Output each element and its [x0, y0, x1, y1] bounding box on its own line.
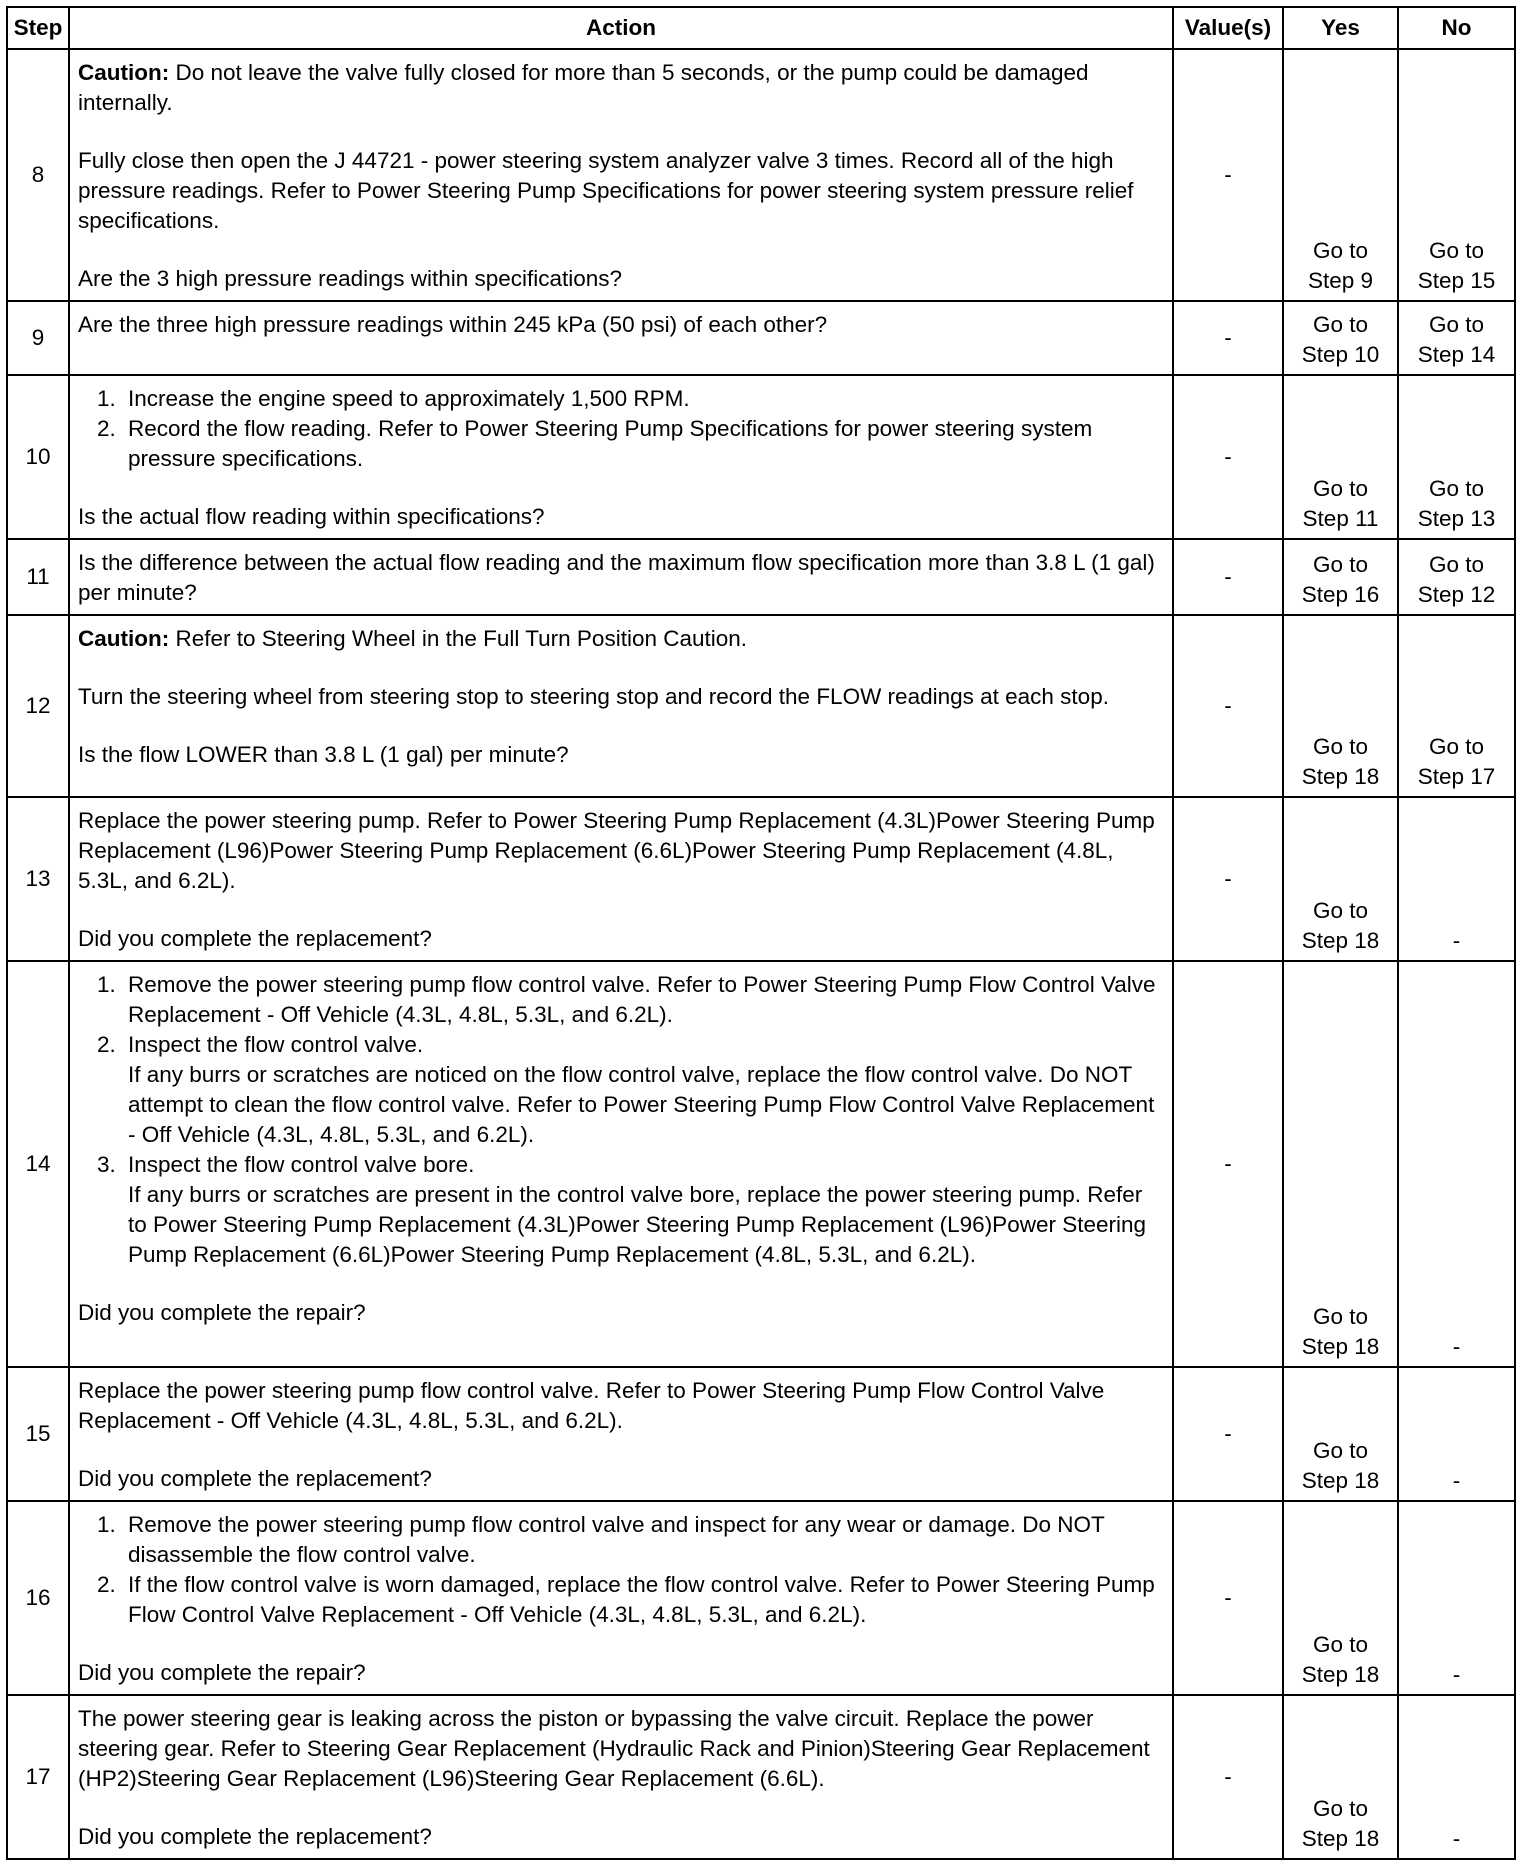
step-number: 14: [7, 961, 69, 1367]
action-cell: [69, 797, 1173, 961]
caution-text: Refer to Steering Wheel in the Full Turn Position Caution.: [169, 626, 748, 651]
caution-note: [78, 58, 1166, 118]
procedure-subtext: If any burrs or scratches are present in the control valve bore, replace the power steering pump. Refer to Power Steering Pump Replacement (4.3L)Power Steering Pump Replacement (L96)Power Steering Pump Replacement (6.6L)Power Steering Pump Replacement (4.8L, 5.3L, and 6.2L).: [128, 1182, 1147, 1267]
no-cell: -: [1398, 1695, 1515, 1859]
table-row: [7, 1695, 1515, 1859]
yes-line: Go to: [1312, 238, 1369, 263]
action-paragraph: The power steering gear is leaking across the piston or bypassing the valve circuit. Replace the power steering gear. Refer to Steering Gear Replacement (Hydraulic Rack and Pinion)Steering Gear Replacement (HP2)Steering Gear Replacement (L96)Steering Gear Replacement (6.6L).: [78, 1706, 1150, 1791]
action-cell: [69, 615, 1173, 797]
procedure-text: Remove the power steering pump flow control valve. Refer to Power Steering Pump Flow Control Valve Replacement - Off Vehicle (4.3L, 4.8L, 5.3L, and 6.2L).: [128, 972, 1156, 1027]
action-question: Did you complete the repair?: [78, 1660, 366, 1685]
no-cell: -: [1398, 1501, 1515, 1695]
value-cell: -: [1173, 615, 1283, 797]
action-paragraph: Replace the power steering pump flow control valve. Refer to Power Steering Pump Flow Control Valve Replacement - Off Vehicle (4.3L, 4.8L, 5.3L, and 6.2L).: [78, 1378, 1105, 1433]
procedure-subtext: If any burrs or scratches are noticed on the flow control valve, replace the flow control valve. Do NOT attempt to clean the flow control valve. Refer to Power Steering Pump Flow Control Valve Replacement - Off Vehicle (4.3L, 4.8L, 5.3L, and 6.2L).: [128, 1062, 1155, 1147]
action-question: Is the difference between the actual flow reading and the maximum flow specification more than 3.8 L (1 gal) per minute?: [78, 550, 1155, 605]
yes-link[interactable]: [1283, 797, 1398, 961]
table-row: [7, 961, 1515, 1367]
table-row: [7, 1367, 1515, 1501]
caution-text: Do not leave the valve fully closed for more than 5 seconds, or the pump could be damaged internally.: [78, 60, 1089, 115]
step-number: 13: [7, 797, 69, 961]
table-row: [7, 1501, 1515, 1695]
caution-note: [78, 624, 1166, 654]
no-line: Go to: [1428, 312, 1485, 337]
value-cell: -: [1173, 1501, 1283, 1695]
value-cell: -: [1173, 375, 1283, 539]
yes-step: Step 18: [1301, 1662, 1380, 1687]
value-cell: -: [1173, 797, 1283, 961]
action-cell: [69, 375, 1173, 539]
step-number: 11: [7, 539, 69, 615]
yes-link[interactable]: [1283, 539, 1398, 615]
yes-step: Step 10: [1301, 342, 1380, 367]
procedure-item: [122, 1150, 1166, 1270]
no-line: Go to: [1428, 476, 1485, 501]
yes-step: Step 16: [1301, 582, 1380, 607]
diagnostic-table: [6, 6, 1516, 1860]
yes-link[interactable]: [1283, 961, 1398, 1367]
step-number: 15: [7, 1367, 69, 1501]
action-cell: [69, 961, 1173, 1367]
yes-line: Go to: [1312, 734, 1369, 759]
header-no: No: [1398, 7, 1515, 49]
procedure-text: 3. Inspect the flow control valve bore.: [128, 1152, 475, 1177]
no-line: Go to: [1428, 552, 1485, 577]
yes-link[interactable]: [1283, 615, 1398, 797]
no-line: Go to: [1428, 238, 1485, 263]
step-number: 9: [7, 301, 69, 375]
action-cell: [69, 49, 1173, 301]
no-cell: -: [1398, 1367, 1515, 1501]
no-link[interactable]: [1398, 49, 1515, 301]
header-step: Step: [7, 7, 69, 49]
header-action: Action: [69, 7, 1173, 49]
action-question: Did you complete the replacement?: [78, 1824, 432, 1849]
header-yes: Yes: [1283, 7, 1398, 49]
action-question: Did you complete the repair?: [78, 1300, 366, 1325]
yes-step: Step 9: [1307, 268, 1374, 293]
header-row: [7, 7, 1515, 49]
no-step: Step 12: [1417, 582, 1496, 607]
step-number: 10: [7, 375, 69, 539]
action-question: Did you complete the replacement?: [78, 926, 432, 951]
no-step: Step 15: [1417, 268, 1496, 293]
yes-link[interactable]: [1283, 1367, 1398, 1501]
procedure-list: [78, 970, 1166, 1270]
procedure-item: 2. If the flow control valve is worn damaged, replace the flow control valve. Refer to Power Steering Pump Flow Control Valve Replacement - Off Vehicle (4.3L, 4.8L, 5.3L, and 6.2L).: [122, 1570, 1166, 1630]
no-cell: -: [1398, 797, 1515, 961]
yes-link[interactable]: [1283, 375, 1398, 539]
yes-step: Step 18: [1301, 1468, 1380, 1493]
no-cell: -: [1398, 961, 1515, 1367]
table-row: [7, 301, 1515, 375]
table-row: [7, 539, 1515, 615]
yes-line: Go to: [1312, 476, 1369, 501]
table-row: [7, 375, 1515, 539]
procedure-item: 2. Record the flow reading. Refer to Power Steering Pump Specifications for power steering system pressure specifications.: [122, 414, 1166, 474]
yes-step: Step 18: [1301, 1334, 1380, 1359]
action-paragraph: Replace the power steering pump. Refer to Power Steering Pump Replacement (4.3L)Power Steering Pump Replacement (L96)Power Steering Pump Replacement (6.6L)Power Steering Pump Replacement (4.8L, 5.3L, and 6.2L).: [78, 808, 1155, 893]
yes-line: Go to: [1312, 1438, 1369, 1463]
value-cell: -: [1173, 301, 1283, 375]
no-line: Go to: [1428, 734, 1485, 759]
value-cell: -: [1173, 1695, 1283, 1859]
no-link[interactable]: [1398, 301, 1515, 375]
procedure-item: 1. Increase the engine speed to approximately 1,500 RPM.: [122, 384, 1166, 414]
action-question: Is the actual flow reading within specifications?: [78, 504, 545, 529]
yes-step: Step 18: [1301, 928, 1380, 953]
procedure-item: [122, 970, 1166, 1030]
action-cell: [69, 301, 1173, 375]
action-cell: [69, 539, 1173, 615]
value-cell: -: [1173, 49, 1283, 301]
value-cell: -: [1173, 961, 1283, 1367]
procedure-list: [78, 1510, 1166, 1630]
caution-label: Caution:: [78, 60, 170, 85]
yes-link[interactable]: [1283, 1501, 1398, 1695]
action-cell: [69, 1695, 1173, 1859]
value-cell: -: [1173, 539, 1283, 615]
action-question: Are the 3 high pressure readings within specifications?: [78, 266, 623, 291]
table-row: [7, 49, 1515, 301]
action-cell: [69, 1501, 1173, 1695]
procedure-text: 2. Inspect the flow control valve.: [128, 1032, 424, 1057]
value-cell: -: [1173, 1367, 1283, 1501]
procedure-list: [78, 384, 1166, 474]
no-link[interactable]: [1398, 539, 1515, 615]
step-number: 16: [7, 1501, 69, 1695]
no-step: Step 13: [1417, 506, 1496, 531]
yes-link[interactable]: [1283, 301, 1398, 375]
header-values: Value(s): [1173, 7, 1283, 49]
procedure-item: [122, 1030, 1166, 1150]
yes-step: Step 11: [1302, 506, 1379, 531]
procedure-item: 1. Remove the power steering pump flow control valve and inspect for any wear or damage. Do NOT disassemble the flow control valve.: [122, 1510, 1166, 1570]
yes-link[interactable]: [1283, 49, 1398, 301]
action-question: Did you complete the replacement?: [78, 1466, 432, 1491]
action-question: Are the three high pressure readings within 245 kPa (50 psi) of each other?: [78, 312, 828, 337]
action-paragraph: Turn the steering wheel from steering stop to steering stop and record the FLOW readings at each stop.: [78, 684, 1109, 709]
yes-step: Step 18: [1301, 1826, 1380, 1851]
table-row: [7, 615, 1515, 797]
yes-line: Go to: [1312, 1304, 1369, 1329]
yes-step: Step 18: [1301, 764, 1380, 789]
yes-line: Go to: [1312, 898, 1369, 923]
yes-link[interactable]: [1283, 1695, 1398, 1859]
yes-line: Go to: [1312, 552, 1369, 577]
yes-line: Go to: [1312, 312, 1369, 337]
step-number: 12: [7, 615, 69, 797]
step-number: 17: [7, 1695, 69, 1859]
table-row: [7, 797, 1515, 961]
no-link[interactable]: [1398, 615, 1515, 797]
step-number: 8: [7, 49, 69, 301]
action-cell: [69, 1367, 1173, 1501]
yes-line: Go to: [1312, 1796, 1369, 1821]
no-link[interactable]: [1398, 375, 1515, 539]
no-step: Step 17: [1417, 764, 1496, 789]
yes-line: Go to: [1312, 1632, 1369, 1657]
action-question: Is the flow LOWER than 3.8 L (1 gal) per minute?: [78, 742, 569, 767]
action-paragraph: Fully close then open the J 44721 - power steering system analyzer valve 3 times. Record all of the high pressure readings. Refer to Power Steering Pump Specifications for power steering system pressure relief specifications.: [78, 148, 1134, 233]
no-step: Step 14: [1417, 342, 1496, 367]
caution-label: Caution:: [78, 626, 170, 651]
